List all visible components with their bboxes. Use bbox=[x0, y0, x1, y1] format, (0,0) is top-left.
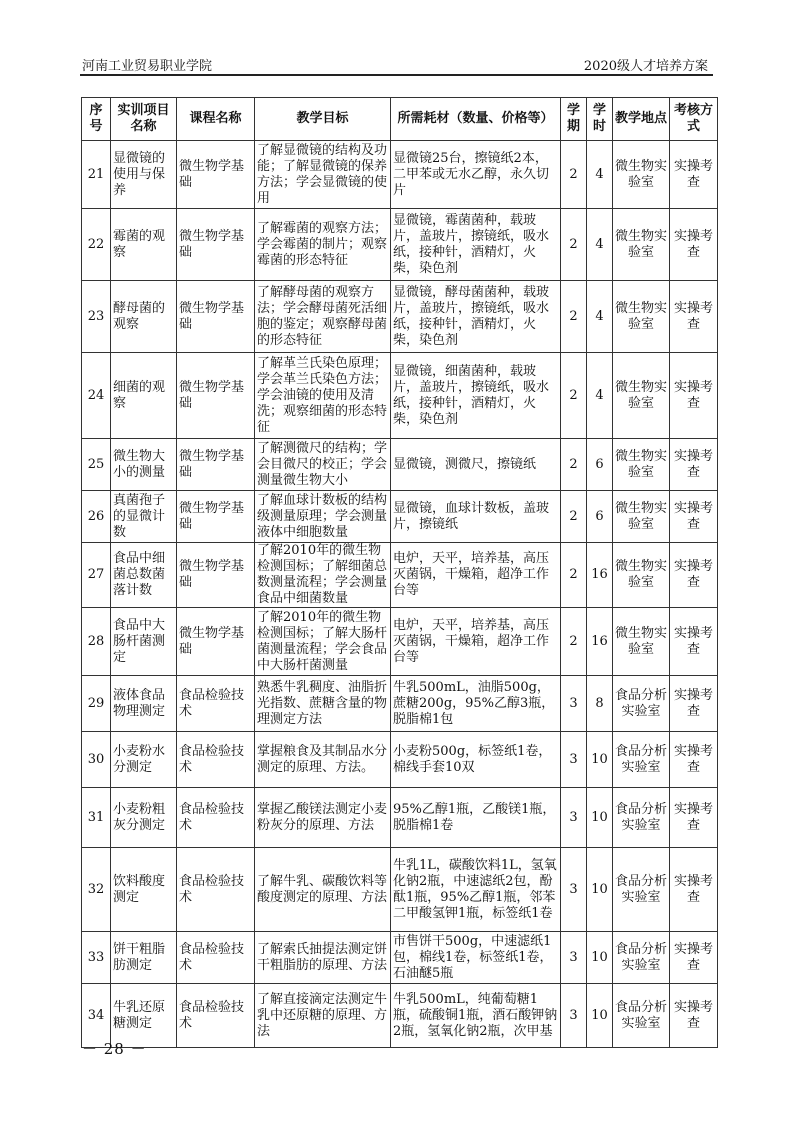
cell-exam: 实操考查 bbox=[670, 608, 718, 676]
cell-materials: 电炉，天平，培养基，高压灭菌锅，干燥箱，超净工作台等 bbox=[391, 608, 561, 676]
cell-term: 3 bbox=[561, 848, 587, 932]
cell-course: 微生物学基础 bbox=[177, 209, 255, 281]
cell-term: 2 bbox=[561, 491, 587, 543]
col-header-no: 序号 bbox=[82, 98, 111, 141]
table-header-row bbox=[82, 98, 718, 141]
table-row bbox=[82, 543, 718, 608]
cell-materials: 市售饼干500g，中速滤纸1包，棉线1卷，标签纸1卷，石油醚5瓶 bbox=[391, 932, 561, 984]
cell-place: 食品分析实验室 bbox=[613, 788, 670, 848]
cell-materials: 牛乳500mL，油脂500g，蔗糖200g，95%乙醇3瓶，脱脂棉1包 bbox=[391, 676, 561, 732]
cell-exam: 实操考查 bbox=[670, 353, 718, 439]
cell-project: 小麦粉水分测定 bbox=[111, 732, 177, 788]
cell-hours: 10 bbox=[587, 984, 613, 1048]
cell-place: 微生物实验室 bbox=[613, 353, 670, 439]
cell-materials: 95%乙醇1瓶，乙酸镁1瓶，脱脂棉1卷 bbox=[391, 788, 561, 848]
cell-no: 28 bbox=[82, 608, 111, 676]
col-header-project: 实训项目名称 bbox=[111, 98, 177, 141]
col-header-materials: 所需耗材（数量、价格等） bbox=[391, 98, 561, 141]
cell-no: 30 bbox=[82, 732, 111, 788]
cell-hours: 16 bbox=[587, 608, 613, 676]
cell-no: 24 bbox=[82, 353, 111, 439]
cell-exam: 实操考查 bbox=[670, 281, 718, 353]
cell-term: 2 bbox=[561, 281, 587, 353]
cell-place: 食品分析实验室 bbox=[613, 732, 670, 788]
cell-goal: 了解显微镜的结构及功能；了解显微镜的保养方法；学会显微镜的使用 bbox=[255, 141, 391, 209]
cell-no: 21 bbox=[82, 141, 111, 209]
col-header-goal: 教学目标 bbox=[255, 98, 391, 141]
cell-place: 微生物实验室 bbox=[613, 281, 670, 353]
cell-course: 食品检验技术 bbox=[177, 932, 255, 984]
col-header-hours: 学时 bbox=[587, 98, 613, 141]
cell-course: 微生物学基础 bbox=[177, 608, 255, 676]
cell-course: 微生物学基础 bbox=[177, 281, 255, 353]
cell-no: 22 bbox=[82, 209, 111, 281]
cell-materials: 显微镜25台，擦镜纸2本，二甲苯或无水乙醇，永久切片 bbox=[391, 141, 561, 209]
table-row bbox=[82, 141, 718, 209]
cell-materials: 电炉，天平，培养基，高压灭菌锅，干燥箱，超净工作台等 bbox=[391, 543, 561, 608]
cell-goal: 了解革兰氏染色原理；学会革兰氏染色方法；学会油镜的使用及清洗；观察细菌的形态特征 bbox=[255, 353, 391, 439]
cell-project: 饮料酸度测定 bbox=[111, 848, 177, 932]
cell-no: 29 bbox=[82, 676, 111, 732]
cell-place: 食品分析实验室 bbox=[613, 676, 670, 732]
col-header-exam: 考核方式 bbox=[670, 98, 718, 141]
cell-goal: 掌握乙酸镁法测定小麦粉灰分的原理、方法 bbox=[255, 788, 391, 848]
table-row bbox=[82, 984, 718, 1048]
cell-term: 3 bbox=[561, 984, 587, 1048]
cell-goal: 了解索氏抽提法测定饼干粗脂肪的原理、方法 bbox=[255, 932, 391, 984]
cell-exam: 实操考查 bbox=[670, 141, 718, 209]
cell-exam: 实操考查 bbox=[670, 932, 718, 984]
cell-place: 食品分析实验室 bbox=[613, 932, 670, 984]
cell-hours: 16 bbox=[587, 543, 613, 608]
table-row bbox=[82, 281, 718, 353]
cell-exam: 实操考查 bbox=[670, 676, 718, 732]
cell-term: 3 bbox=[561, 932, 587, 984]
cell-project: 小麦粉粗灰分测定 bbox=[111, 788, 177, 848]
cell-course: 食品检验技术 bbox=[177, 788, 255, 848]
cell-goal: 了解2010年的微生物检测国标；了解细菌总数测量流程；学会测量食品中细菌数量 bbox=[255, 543, 391, 608]
cell-goal: 了解直接滴定法测定牛乳中还原糖的原理、方法 bbox=[255, 984, 391, 1048]
cell-place: 微生物实验室 bbox=[613, 209, 670, 281]
cell-place: 微生物实验室 bbox=[613, 141, 670, 209]
table-row bbox=[82, 848, 718, 932]
cell-course: 微生物学基础 bbox=[177, 141, 255, 209]
cell-hours: 10 bbox=[587, 732, 613, 788]
cell-goal: 了解血球计数板的结构级测量原理；学会测量液体中细胞数量 bbox=[255, 491, 391, 543]
table-row bbox=[82, 608, 718, 676]
cell-hours: 4 bbox=[587, 281, 613, 353]
cell-project: 牛乳还原糖测定 bbox=[111, 984, 177, 1048]
cell-course: 食品检验技术 bbox=[177, 676, 255, 732]
cell-no: 27 bbox=[82, 543, 111, 608]
cell-term: 3 bbox=[561, 732, 587, 788]
cell-project: 显微镜的使用与保养 bbox=[111, 141, 177, 209]
cell-no: 32 bbox=[82, 848, 111, 932]
cell-term: 2 bbox=[561, 209, 587, 281]
cell-term: 2 bbox=[561, 543, 587, 608]
table-row bbox=[82, 732, 718, 788]
cell-goal: 了解霉菌的观察方法；学会霉菌的制片；观察霉菌的形态特征 bbox=[255, 209, 391, 281]
cell-hours: 8 bbox=[587, 676, 613, 732]
cell-exam: 实操考查 bbox=[670, 848, 718, 932]
header-document-title: 2020级人才培养方案 bbox=[583, 59, 708, 74]
cell-project: 微生物大小的测量 bbox=[111, 439, 177, 491]
table-row bbox=[82, 491, 718, 543]
cell-exam: 实操考查 bbox=[670, 732, 718, 788]
header-divider bbox=[80, 74, 713, 76]
cell-materials: 牛乳500mL，纯葡萄糖1瓶，硫酸铜1瓶，酒石酸钾钠2瓶，氢氧化钠2瓶，次甲基 bbox=[391, 984, 561, 1048]
cell-course: 微生物学基础 bbox=[177, 353, 255, 439]
cell-project: 食品中细菌总数菌落计数 bbox=[111, 543, 177, 608]
cell-place: 微生物实验室 bbox=[613, 491, 670, 543]
cell-term: 2 bbox=[561, 141, 587, 209]
cell-place: 微生物实验室 bbox=[613, 439, 670, 491]
cell-materials: 显微镜，酵母菌菌种，载玻片，盖玻片，擦镜纸，吸水纸，接种针，酒精灯，火柴，染色剂 bbox=[391, 281, 561, 353]
header-institution: 河南工业贸易职业学院 bbox=[82, 59, 213, 74]
col-header-place: 教学地点 bbox=[613, 98, 670, 141]
cell-course: 食品检验技术 bbox=[177, 984, 255, 1048]
cell-term: 3 bbox=[561, 676, 587, 732]
cell-exam: 实操考查 bbox=[670, 209, 718, 281]
cell-hours: 4 bbox=[587, 209, 613, 281]
cell-exam: 实操考查 bbox=[670, 788, 718, 848]
cell-term: 2 bbox=[561, 439, 587, 491]
cell-no: 25 bbox=[82, 439, 111, 491]
cell-no: 23 bbox=[82, 281, 111, 353]
cell-project: 饼干粗脂肪测定 bbox=[111, 932, 177, 984]
cell-goal: 了解酵母菌的观察方法；学会酵母菌死活细胞的鉴定；观察酵母菌的形态特征 bbox=[255, 281, 391, 353]
cell-exam: 实操考查 bbox=[670, 543, 718, 608]
cell-course: 食品检验技术 bbox=[177, 848, 255, 932]
cell-materials: 显微镜，细菌菌种，载玻片，盖玻片，擦镜纸，吸水纸，接种针，酒精灯，火柴，染色剂 bbox=[391, 353, 561, 439]
cell-hours: 4 bbox=[587, 353, 613, 439]
cell-goal: 了解2010年的微生物检测国标；了解大肠杆菌测量流程；学会食品中大肠杆菌测量 bbox=[255, 608, 391, 676]
table-row bbox=[82, 353, 718, 439]
cell-project: 酵母菌的观察 bbox=[111, 281, 177, 353]
cell-project: 细菌的观察 bbox=[111, 353, 177, 439]
cell-hours: 4 bbox=[587, 141, 613, 209]
cell-no: 26 bbox=[82, 491, 111, 543]
table-row bbox=[82, 788, 718, 848]
cell-project: 霉菌的观察 bbox=[111, 209, 177, 281]
table-row bbox=[82, 439, 718, 491]
table-row bbox=[82, 932, 718, 984]
cell-place: 微生物实验室 bbox=[613, 543, 670, 608]
cell-no: 31 bbox=[82, 788, 111, 848]
cell-exam: 实操考查 bbox=[670, 491, 718, 543]
cell-project: 真菌孢子的显微计数 bbox=[111, 491, 177, 543]
cell-course: 微生物学基础 bbox=[177, 491, 255, 543]
cell-project: 液体食品物理测定 bbox=[111, 676, 177, 732]
cell-term: 2 bbox=[561, 353, 587, 439]
cell-project: 食品中大肠杆菌测定 bbox=[111, 608, 177, 676]
cell-goal: 了解测微尺的结构；学会目微尺的校正；学会测量微生物大小 bbox=[255, 439, 391, 491]
cell-no: 33 bbox=[82, 932, 111, 984]
cell-hours: 10 bbox=[587, 788, 613, 848]
cell-term: 2 bbox=[561, 608, 587, 676]
cell-course: 微生物学基础 bbox=[177, 543, 255, 608]
cell-materials: 牛乳1L，碳酸饮料1L，氢氧化钠2瓶，中速滤纸2包，酚酞1瓶，95%乙醇1瓶，邻苯二甲酸氢钾1瓶，标签纸1卷 bbox=[391, 848, 561, 932]
table-row bbox=[82, 209, 718, 281]
page-number: － 28 － bbox=[82, 1040, 147, 1058]
cell-no: 34 bbox=[82, 984, 111, 1048]
cell-materials: 显微镜，测微尺，擦镜纸 bbox=[391, 439, 561, 491]
cell-hours: 6 bbox=[587, 439, 613, 491]
cell-hours: 10 bbox=[587, 932, 613, 984]
cell-course: 微生物学基础 bbox=[177, 439, 255, 491]
cell-term: 3 bbox=[561, 788, 587, 848]
training-table-container bbox=[81, 97, 717, 1048]
cell-place: 微生物实验室 bbox=[613, 608, 670, 676]
cell-course: 食品检验技术 bbox=[177, 732, 255, 788]
cell-exam: 实操考查 bbox=[670, 439, 718, 491]
cell-materials: 小麦粉500g，标签纸1卷，棉线手套10双 bbox=[391, 732, 561, 788]
col-header-term: 学期 bbox=[561, 98, 587, 141]
cell-goal: 掌握粮食及其制品水分测定的原理、方法。 bbox=[255, 732, 391, 788]
cell-hours: 6 bbox=[587, 491, 613, 543]
cell-goal: 熟悉牛乳稠度、油脂折光指数、蔗糖含量的物理测定方法 bbox=[255, 676, 391, 732]
cell-place: 食品分析实验室 bbox=[613, 984, 670, 1048]
cell-materials: 显微镜，霉菌菌种，载玻片，盖玻片，擦镜纸，吸水纸，接种针，酒精灯，火柴，染色剂 bbox=[391, 209, 561, 281]
col-header-course: 课程名称 bbox=[177, 98, 255, 141]
cell-goal: 了解牛乳、碳酸饮料等酸度测定的原理、方法 bbox=[255, 848, 391, 932]
table-row bbox=[82, 676, 718, 732]
cell-exam: 实操考查 bbox=[670, 984, 718, 1048]
training-table bbox=[81, 97, 718, 1048]
cell-hours: 10 bbox=[587, 848, 613, 932]
cell-place: 食品分析实验室 bbox=[613, 848, 670, 932]
cell-materials: 显微镜，血球计数板，盖玻片，擦镜纸 bbox=[391, 491, 561, 543]
